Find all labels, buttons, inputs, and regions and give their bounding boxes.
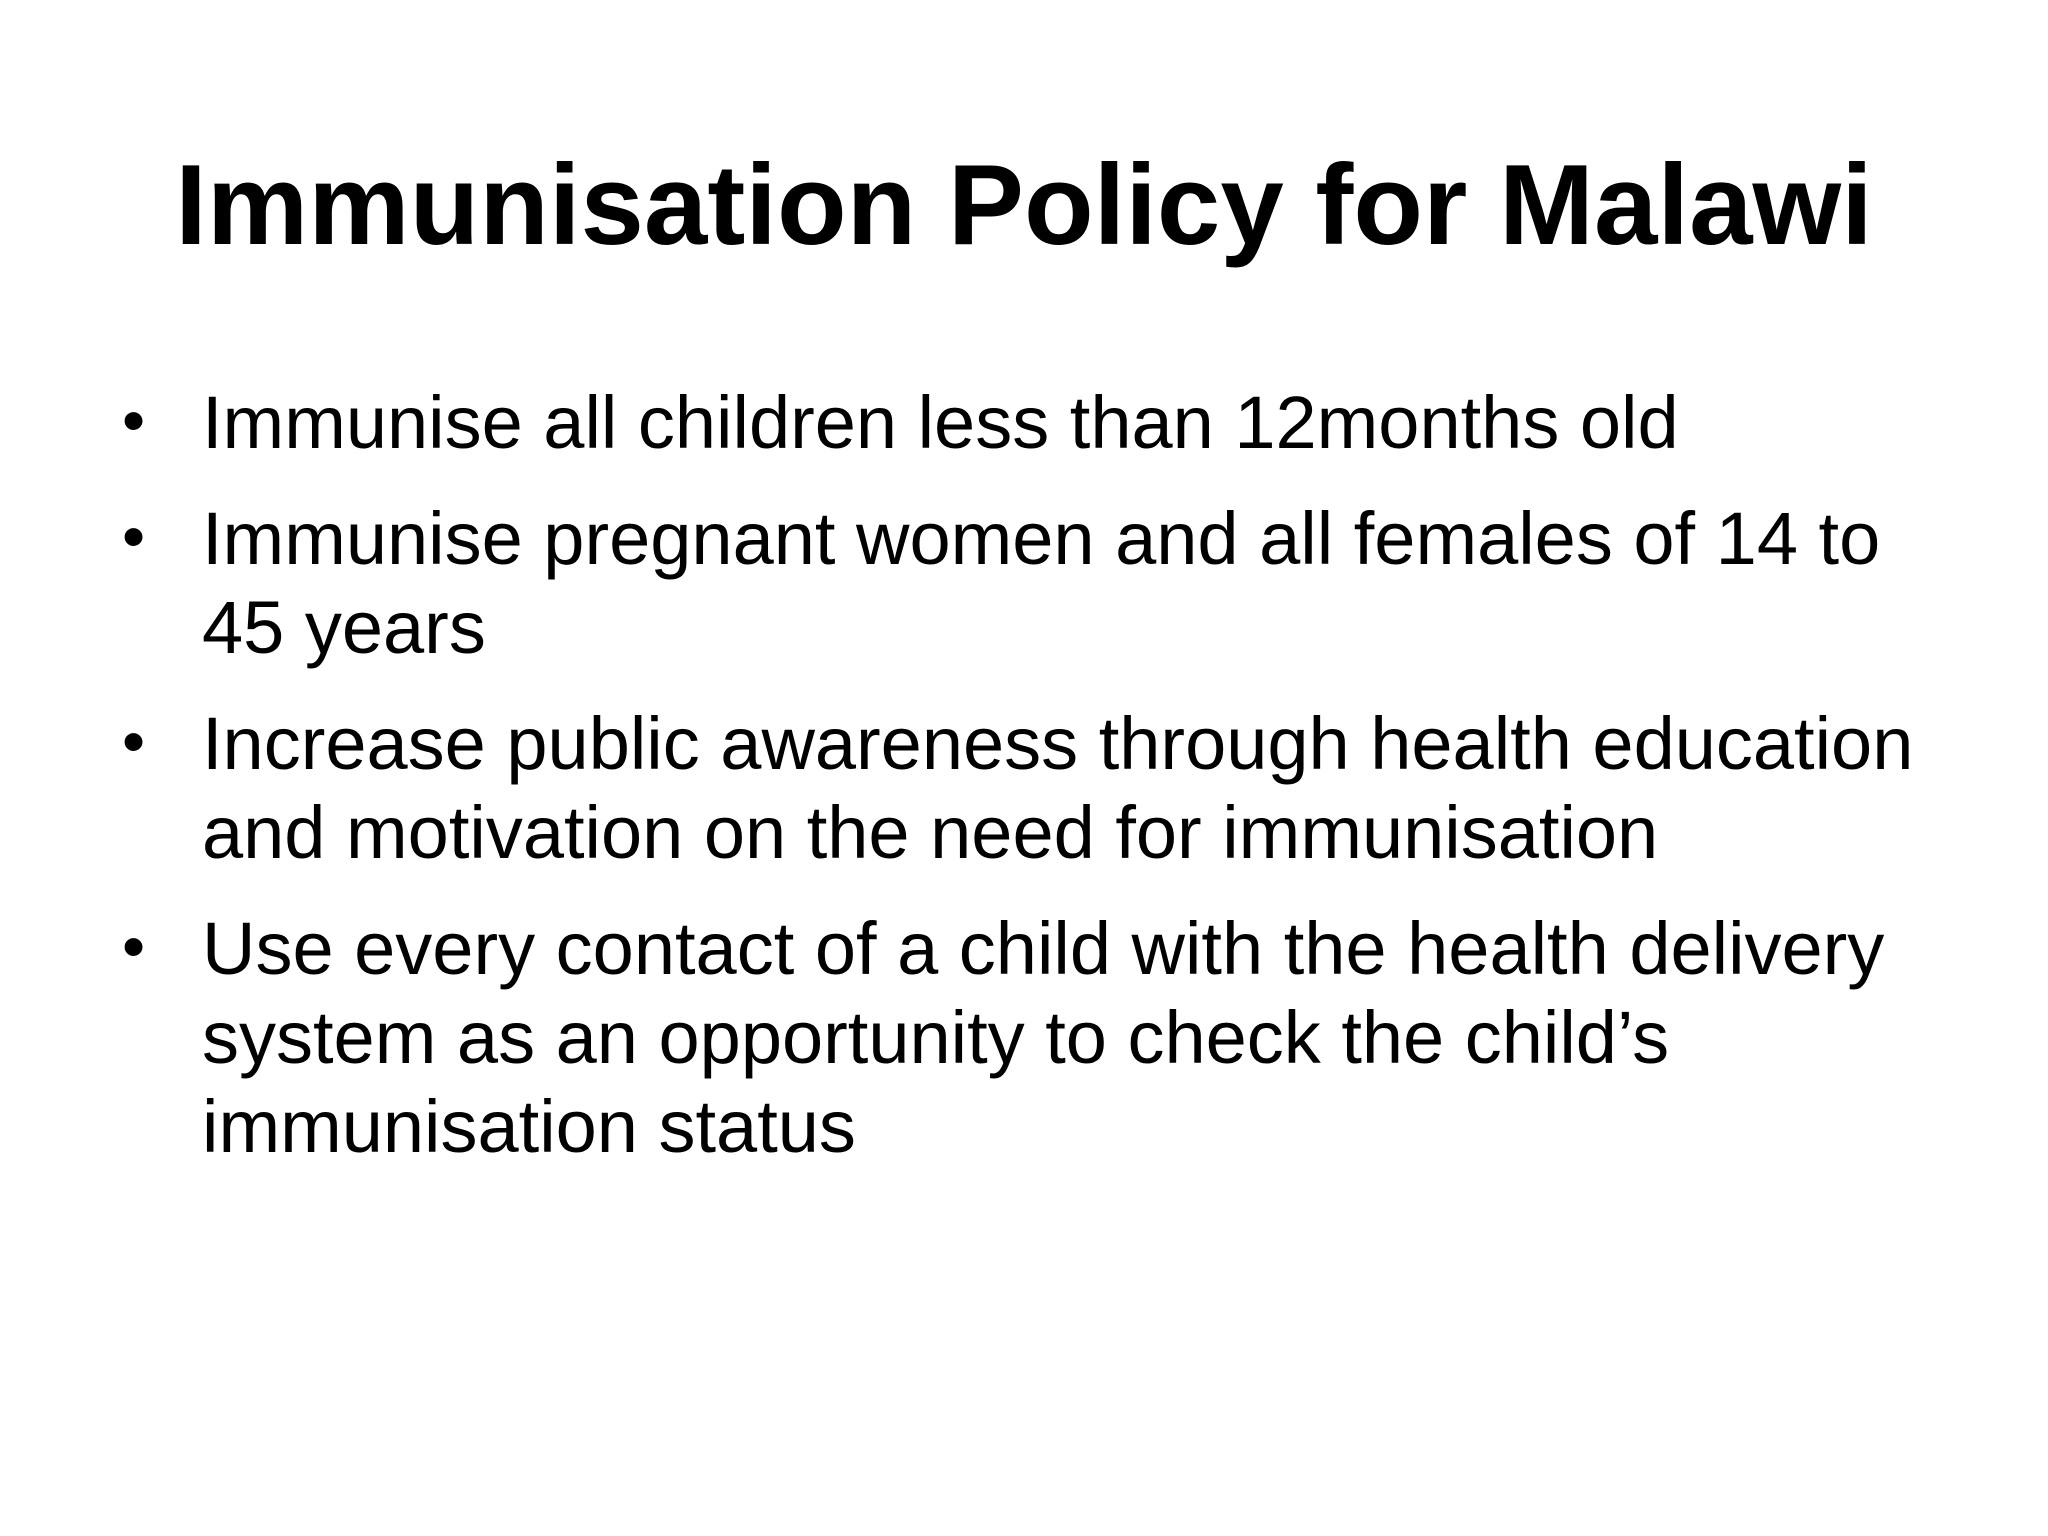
bullet-item	[122, 904, 1982, 1171]
bullet-icon: •	[122, 383, 146, 457]
bullet-text: Use every contact of a child with the health delivery system as an opportunity to check the child’s immunisation status	[202, 907, 1885, 1168]
bullet-item	[122, 378, 1982, 467]
bullet-text: Immunise pregnant women and all females of 14 to 45 years	[202, 497, 1881, 669]
bullet-icon: •	[122, 909, 146, 983]
bullet-item	[122, 699, 1982, 877]
slide-title: Immunisation Policy for Malawi	[175, 142, 1873, 269]
bullet-text: Immunise all children less than 12months old	[202, 381, 1679, 464]
bullet-item	[122, 494, 1982, 672]
bullet-icon: •	[122, 704, 146, 778]
bullet-list	[122, 378, 1982, 1198]
bullet-icon: •	[122, 499, 146, 573]
bullet-text: Increase public awareness through health education and motivation on the need for immunisation	[202, 702, 1914, 874]
